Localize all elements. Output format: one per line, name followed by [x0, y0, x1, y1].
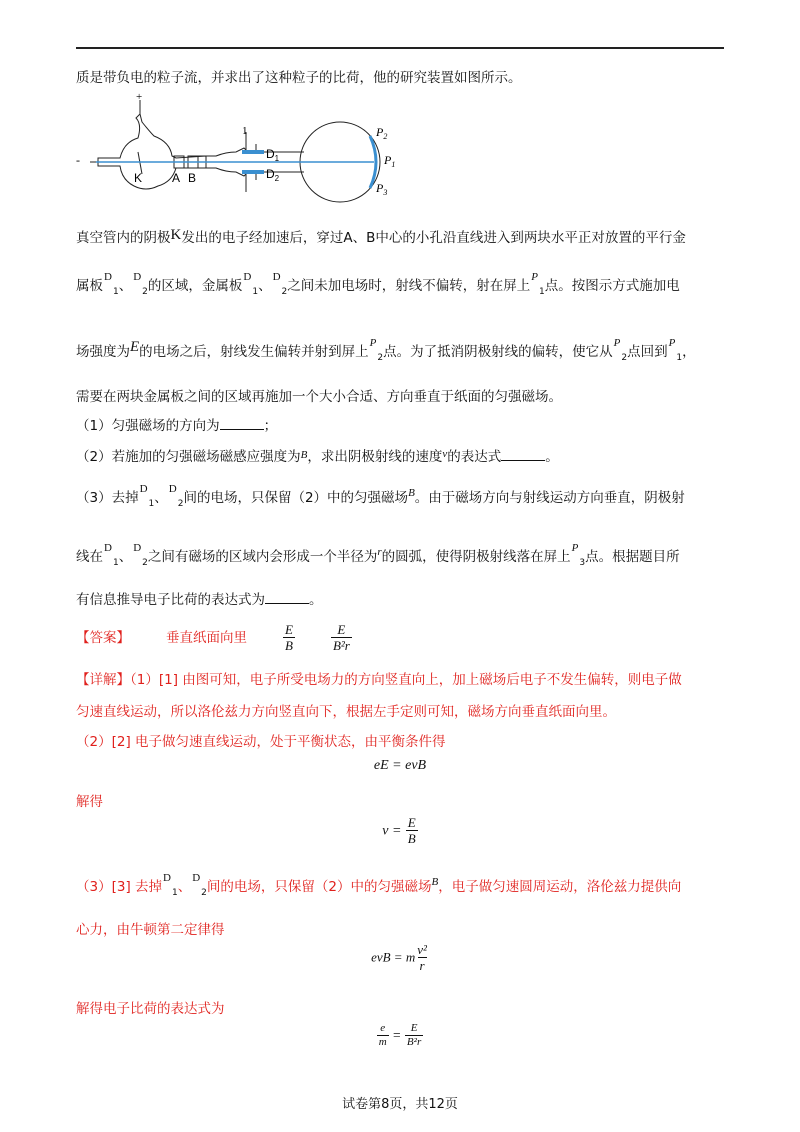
question-3-line-1: （3）去掉$^D_1$、$^D_2$间的电场，只保留（2）中的匀强磁场$^B$。由于磁场方向与射线运动方向垂直，阴极射 — [76, 483, 685, 509]
cathode-ray-tube-diagram — [76, 92, 416, 212]
detail-solve-1: 解得 — [76, 794, 103, 810]
label-P1: $P_1$ — [384, 153, 396, 169]
equation-2: v = $\frac{E}{B}$ — [382, 815, 416, 846]
detail-line-3: （2）[2] 电子做匀速直线运动，处于平衡状态，由平衡条件得 — [76, 734, 446, 750]
label-K: K — [134, 171, 143, 185]
label-B: B — [188, 171, 197, 185]
intro-text: 质是带负电的粒子流，并求出了这种粒子的比荷，他的研究装置如图所示。 — [76, 70, 522, 86]
para-3: 场强度为E的电场之后，射线发生偏转并射到屏上$^P_2$点。为了抵消阴极射线的偏转，使它从$^P_2$点回到$^P_1$， — [76, 337, 696, 363]
detail-line-2: 匀速直线运动，所以洛伦兹力方向竖直向下，根据左手定则可知，磁场方向垂直纸面向里。 — [76, 704, 616, 720]
page-footer: 试卷第8页，共12页 — [342, 1097, 458, 1112]
label-P3: $P_3$ — [376, 181, 388, 197]
answer-fraction-1: $\frac{E}{B}$ — [285, 622, 293, 653]
question-1: （1）匀强磁场的方向为 ； — [76, 418, 278, 434]
para-1: 真空管内的阴极K发出的电子经加速后，穿过A、B中心的小孔沿直线进入到两块水平正对放置的平行金 — [76, 227, 686, 246]
detail-line-7: 解得电子比荷的表达式为 — [76, 1001, 225, 1017]
plus-sign: + — [136, 92, 143, 103]
label-P2: $P_2$ — [376, 125, 388, 141]
detail-line-5: （3）[3] 去掉$^D_1$、$^D_2$间的电场，只保留（2）中的匀强磁场$^B$，电子做匀速圆周运动，洛伦兹力提供向 — [76, 872, 682, 898]
label-D1: $D_1$ — [266, 147, 280, 163]
answer-blank — [265, 591, 309, 604]
detail-line-1: 【详解】（1）[1] 由图可知，电子所受电场力的方向竖直向上，加上磁场后电子不发生偏转，则电子做 — [76, 672, 682, 688]
answer-fraction-2: $\frac{E}{\text{B²r}}$ — [332, 622, 350, 653]
equation-3: evB = m $\frac{\text{v²}}{r}$ — [371, 942, 427, 973]
answer-blank — [220, 417, 264, 430]
para-2: 属板$^D_1$、$^D_2$的区域，金属板$^D_1$、$^D_2$之间未加电场时，射线不偏转，射在屏上$^P_1$点。按图示方式施加电 — [76, 271, 680, 297]
header-rule — [76, 47, 724, 49]
question-3-line-2: 线在$^D_1$、$^D_2$之间有磁场的区域内会形成一个半径为$^r$的圆弧，使得阴极射线落在屏上$^P_3$点。根据题目所 — [76, 542, 680, 568]
label-D2: $D_2$ — [266, 167, 280, 183]
minus-sign: - — [76, 153, 80, 167]
equation-4: $\frac{e}{m}$ = $\frac{E}{\text{B²r}}$ — [378, 1022, 422, 1048]
answer-line: 【答案】 垂直纸面向里 $\frac{E}{B}$ $\frac{E}{\text{B²r}}$ — [76, 622, 350, 653]
question-3-line-3: 有信息推导电子比荷的表达式为 。 — [76, 592, 323, 608]
question-2: （2）若施加的匀强磁场磁感应强度为$^B$，求出阴极射线的速度$^v$的表达式 。 — [76, 448, 559, 465]
label-A: A — [172, 171, 181, 185]
answer-blank — [501, 448, 545, 461]
equation-1: eE = evB — [373, 758, 427, 773]
detail-line-6: 心力，由牛顿第二定律得 — [76, 922, 225, 938]
para-4: 需要在两块金属板之间的区域再施加一个大小合适、方向垂直于纸面的匀强磁场。 — [76, 389, 562, 405]
terminal-label: 1 — [242, 125, 248, 137]
